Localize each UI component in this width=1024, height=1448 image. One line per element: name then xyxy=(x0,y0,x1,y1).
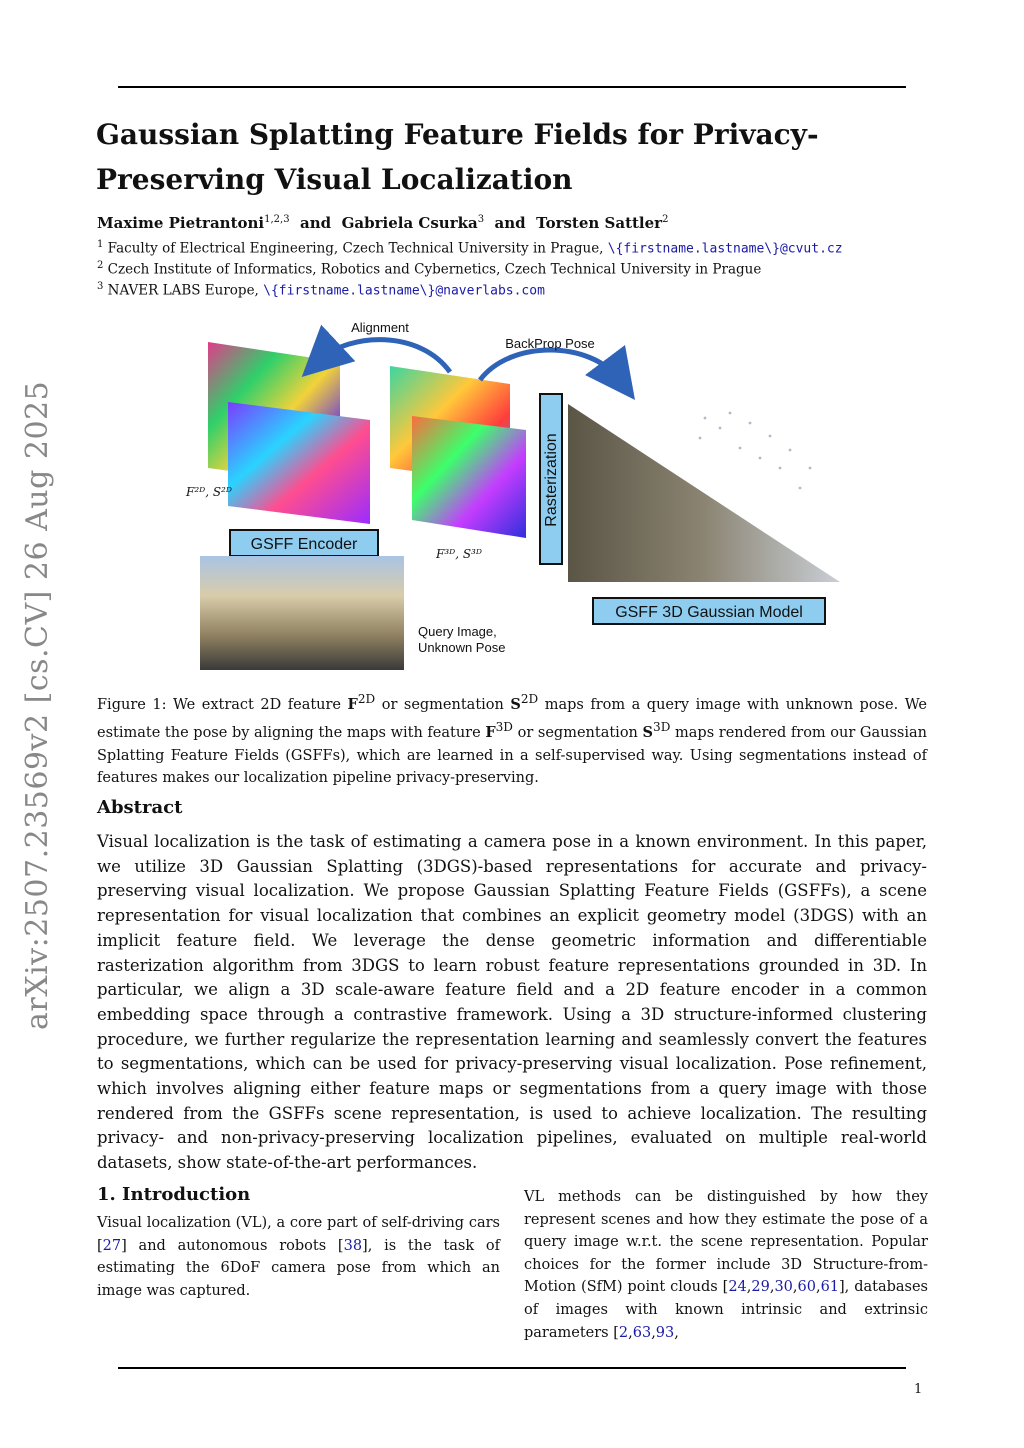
author-separator: and xyxy=(300,214,332,232)
affiliation-text: Faculty of Electrical Engineering, Czech Technical University in Prague, xyxy=(107,240,608,257)
affiliation-number: 3 xyxy=(97,281,104,292)
arxiv-stamp: arXiv:2507.23569v2 [cs.CV] 26 Aug 2025 xyxy=(20,380,55,1030)
segmentation-map-3d xyxy=(412,416,526,538)
body-text: , xyxy=(674,1324,679,1341)
point-cloud xyxy=(699,412,812,490)
citation-link[interactable]: 93 xyxy=(655,1324,675,1341)
body-text: VL methods can be distinguished by how they represent scenes and how they estimate the pose of a query image w.r.t. the scene representation. Popular choices for the former include 3D Structure-from-Motion (SfM) point clouds [ xyxy=(524,1189,928,1296)
author-name: Maxime Pietrantoni xyxy=(97,214,265,232)
backprop-label: BackProp Pose xyxy=(505,336,595,351)
caption-text: or segmentation xyxy=(513,725,643,742)
body-text: ], databases of images with known intrinsic and extrinsic parameters [ xyxy=(524,1279,928,1341)
citation-link[interactable]: 27 xyxy=(102,1237,122,1254)
segmentation-map-2d xyxy=(228,402,370,524)
caption-sup: 2D xyxy=(520,692,539,706)
intro-column-2: VL methods can be distinguished by how they represent scenes and how they estimate the pose of a query image w.r.t. the scene representation. Popular choices for the former include 3D Structure-from-Motion (SfM) point clouds [24,29,30,60,61], databases of images with known intrinsic and extrinsic parameters [2,63,93, xyxy=(524,1189,928,1341)
author-separator: and xyxy=(494,214,526,232)
citation-link[interactable]: 63 xyxy=(632,1324,652,1341)
abstract-heading: Abstract xyxy=(97,797,183,818)
citation-link[interactable]: 60 xyxy=(797,1279,816,1296)
affiliation-text: Czech Institute of Informatics, Robotics and Cybernetics, Czech Technical University in Prague xyxy=(107,261,762,278)
body-text: Visual localization (VL), a core part of self-driving cars [ xyxy=(97,1215,500,1254)
caption-symbol: S xyxy=(642,724,654,742)
email-link[interactable]: \{firstname.lastname\}@cvut.cz xyxy=(607,241,843,257)
affiliation-number: 2 xyxy=(97,260,104,271)
affiliation-2 xyxy=(97,257,761,279)
citation-link[interactable]: 2 xyxy=(618,1324,629,1341)
citation-link[interactable]: 24 xyxy=(728,1279,747,1296)
gsff-model-label: GSFF 3D Gaussian Model xyxy=(615,604,803,621)
intro-column-1 xyxy=(97,1212,500,1302)
affiliation-1 xyxy=(97,236,843,259)
caption-text: Figure 1: We extract 2D feature xyxy=(97,696,348,713)
figure-1 xyxy=(180,318,860,678)
citation-link[interactable]: 29 xyxy=(751,1279,770,1296)
author-list xyxy=(97,214,668,232)
query-label-line2: Unknown Pose xyxy=(418,640,506,655)
author-affil-sup: 3 xyxy=(477,214,485,225)
f3d-label: F³ᴰ, S³ᴰ xyxy=(436,547,482,561)
gsff-encoder-label: GSFF Encoder xyxy=(250,536,358,553)
caption-sup: 2D xyxy=(357,692,376,706)
figure-caption xyxy=(97,688,927,790)
affiliation-3 xyxy=(97,278,545,301)
caption-symbol: F xyxy=(485,724,496,742)
f2d-label: F²ᴰ, S²ᴰ xyxy=(186,485,232,499)
alignment-label: Alignment xyxy=(351,320,409,335)
body-text: ], is the task of estimating the 6DoF camera pose from which an image was captured. xyxy=(97,1237,501,1299)
caption-symbol: F xyxy=(347,695,358,713)
caption-text: or segmentation xyxy=(375,696,511,713)
introduction-heading: 1. Introduction xyxy=(97,1184,251,1205)
backprop-arrow xyxy=(480,350,620,380)
email-link[interactable]: \{firstname.lastname\}@naverlabs.com xyxy=(263,283,545,299)
bottom-rule xyxy=(118,1367,906,1369)
caption-text: maps rendered from our Gaussian Splatting Feature Fields (GSFFs), which are learned in a self-supervised way. Using segmentations instead of features makes our localization pipeline privacy-preserving. xyxy=(97,725,927,787)
caption-symbol: S xyxy=(510,695,521,713)
caption-text: maps from a query image with unknown pose. We estimate the pose by aligning the maps with feature xyxy=(97,696,928,742)
top-rule xyxy=(118,86,906,88)
author-name: Torsten Sattler xyxy=(536,214,663,232)
page-number: 1 xyxy=(914,1382,923,1397)
body-text: ] and autonomous robots [ xyxy=(121,1237,344,1254)
caption-sup: 3D xyxy=(653,720,671,735)
citation-link[interactable]: 30 xyxy=(774,1279,793,1296)
author-affil-sup: 1,2,3 xyxy=(264,214,290,225)
rasterization-label: Rasterization xyxy=(543,433,560,527)
author-name: Gabriela Csurka xyxy=(341,214,478,232)
query-image xyxy=(200,556,404,670)
citation-link[interactable]: 61 xyxy=(820,1279,840,1296)
paper-title: Gaussian Splatting Feature Fields for Privacy-Preserving Visual Localization xyxy=(96,118,819,196)
affiliation-number: 1 xyxy=(97,239,104,250)
citation-link[interactable]: 38 xyxy=(343,1237,363,1254)
caption-sup: 3D xyxy=(495,720,513,735)
abstract-body: Visual localization is the task of estimating a camera pose in a known environment. In this paper, we utilize 3D Gaussian Splatting (3DGS)-based representations for accurate and privacy-preserving visual localization. We propose Gaussian Splatting Feature Fields (GSFFs), a scene representation for visual localization that combines an explicit geometry model (3DGS) with an implicit feature field. We leverage the dense geometric information and differentiable rasterization algorithm from 3DGS to learn robust feature representations grounded in 3D. In particular, we align a 3D scale-aware feature field and a 2D feature encoder in a common embedding space through a contrastive framework. Using a 3D structure-informed clustering procedure, we further regularize the representation learning and seamlessly convert the features to segmentations, which can be used for privacy-preserving visual localization. Pose refinement, which involves aligning either feature maps or segmentations from a query image with those rendered from the GSFFs scene representation, is used to achieve localization. The resulting privacy- and non-privacy-preserving localization pipelines, evaluated on multiple real-world datasets, show state-of-the-art performances. xyxy=(97,832,927,1173)
author-affil-sup: 2 xyxy=(662,214,669,225)
affiliation-text: NAVER LABS Europe, xyxy=(107,282,264,299)
gaussian-render xyxy=(568,404,840,582)
query-label-line1: Query Image, xyxy=(418,624,497,639)
